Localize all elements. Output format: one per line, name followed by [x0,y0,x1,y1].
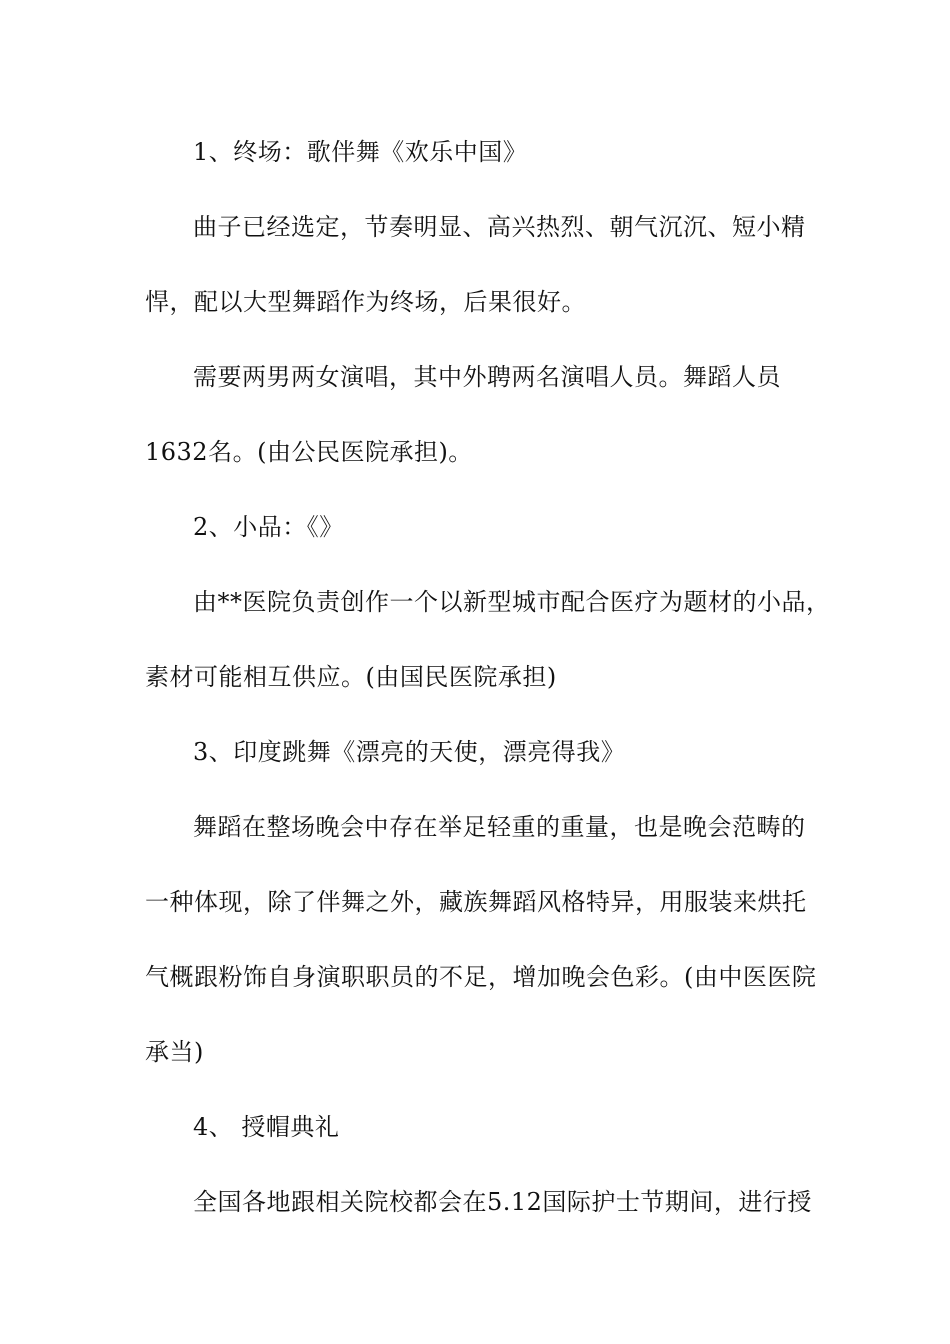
paragraph-line: 素材可能相互供应。(由国民医院承担) [145,663,557,691]
paragraph-line: 曲子已经选定，节奏明显、高兴热烈、朝气沉沉、短小精 [193,213,806,241]
paragraph-line: 气概跟粉饰自身演职职员的不足，增加晚会色彩。(由中医医院 [145,963,817,991]
section-heading-skit: 2、小品：《》 [193,513,344,541]
paragraph-line: 由**医院负责创作一个以新型城市配合医疗为题材的小品， [193,588,831,616]
paragraph-line: 全国各地跟相关院校都会在5.12国际护士节期间，进行授 [193,1188,812,1216]
paragraph-line: 悍，配以大型舞蹈作为终场，后果很好。 [145,288,586,316]
section-heading-finale: 1、终场：歌伴舞《欢乐中国》 [193,138,528,166]
paragraph-line: 一种体现，除了伴舞之外，藏族舞蹈风格特异，用服装来烘托 [145,888,807,916]
section-heading-capping: 4、 授帽典礼 [193,1113,340,1141]
paragraph-line: 需要两男两女演唱，其中外聘两名演唱人员。舞蹈人员 [193,363,781,391]
paragraph-line: 承当) [145,1038,204,1066]
paragraph-line: 1632名。(由公民医院承担)。 [145,438,473,466]
section-heading-dance: 3、印度跳舞《漂亮的天使，漂亮得我》 [193,738,626,766]
paragraph-line: 舞蹈在整场晚会中存在举足轻重的重量，也是晚会范畴的 [193,813,806,841]
